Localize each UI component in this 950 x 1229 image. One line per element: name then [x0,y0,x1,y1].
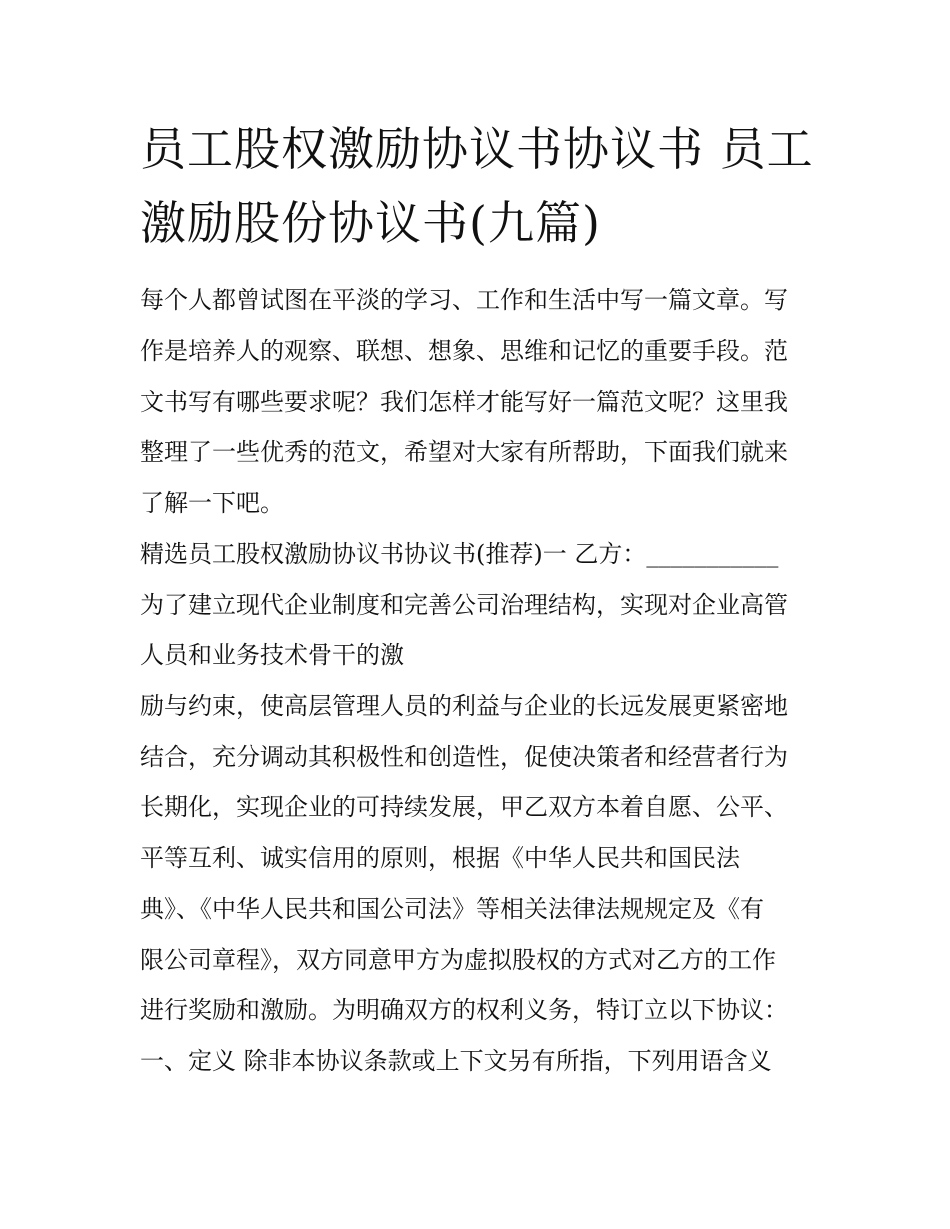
body-line: 文书写有哪些要求呢？我们怎样才能写好一篇范文呢？这里我 [140,388,788,416]
body-line: 典》、《中华人民共和国公司法》等相关法律法规规定及《有 [140,895,764,923]
body-line: 整理了一些优秀的范文，希望对大家有所帮助，下面我们就来 [140,438,788,466]
body-line: 进行奖励和激励。为明确双方的权利义务，特订立以下协议： [140,996,788,1024]
body-line: 一、定义 除非本协议条款或上下文另有所指，下列用语含义 [140,1047,772,1075]
body-line: 平等互利、诚实信用的原则，根据《中华人民共和国民法 [140,844,740,872]
body-line: 了解一下吧。 [140,489,284,517]
body-line: 每个人都曾试图在平淡的学习、工作和生活中写一篇文章。写 [140,286,788,314]
body-line: 励与约束，使高层管理人员的利益与企业的长远发展更紧密地 [140,692,788,720]
body-line: 作是培养人的观察、联想、想象、思维和记忆的重要手段。范 [140,337,788,365]
body-line: 长期化，实现企业的可持续发展，甲乙双方本着自愿、公平、 [140,793,788,821]
body-line: 限公司章程》，双方同意甲方为虚拟股权的方式对乙方的工作 [140,946,776,974]
body-line: 为了建立现代企业制度和完善公司治理结构，实现对企业高管 [140,591,788,619]
body-line: 人员和业务技术骨干的激 [140,641,404,669]
document-title: 员工股权激励协议书协议书 员工激励股份协议书(九篇) [140,122,814,250]
body-line: 精选员工股权激励协议书协议书(推荐)一 乙方：___________ [140,540,779,568]
body-line: 结合，充分调动其积极性和创造性，促使决策者和经营者行为 [140,743,788,771]
